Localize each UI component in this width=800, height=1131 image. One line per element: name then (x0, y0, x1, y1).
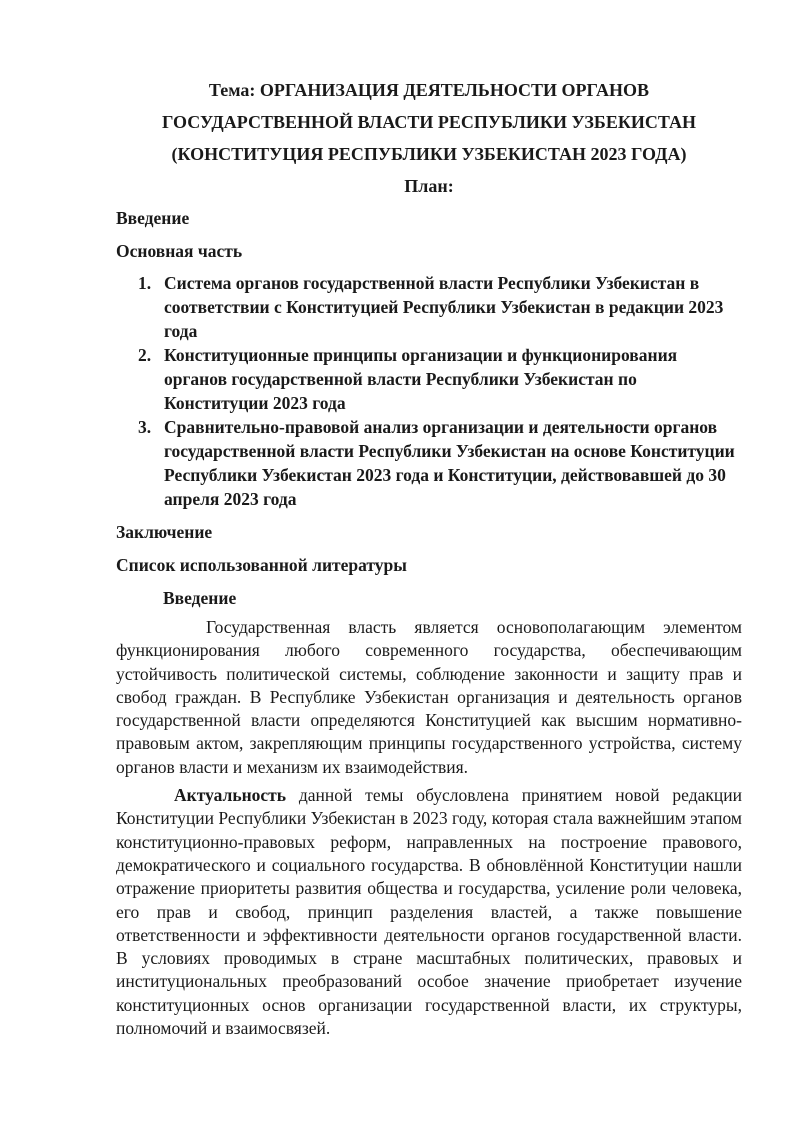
plan-list-item-text: Сравнительно-правовой анализ организации и деятельности органов государственной власти Республики Узбекистан на основе Конституции Республики Узбекистан 2023 года и Конституции, действовавшей до 30 апреля 2023 года (164, 417, 735, 509)
plan-list-item-number: 3. (138, 417, 152, 437)
plan-list-item (116, 415, 742, 511)
plan-list-item (116, 271, 742, 343)
document-title-line-3: (КОНСТИТУЦИЯ РЕСПУБЛИКИ УЗБЕКИСТАН 2023 ГОДА) (171, 144, 687, 164)
introduction-paragraph-2 (116, 784, 742, 1040)
plan-heading: План: (404, 176, 454, 196)
plan-list-item-text: Система органов государственной власти Республики Узбекистан в соответствии с Конституцией Республики Узбекистан в редакции 2023 года (164, 273, 724, 341)
relevance-text: данной темы обусловлена принятием новой редакции Конституции Республики Узбекистан в 2023 году, которая стала важнейшим этапом конституционно-правовых реформ, направленных на построение правового, демократического и социального государства. В обновлённой Конституции нашли отражение приоритеты развития общества и государства, усиление роли человека, его прав и свобод, принцип разделения властей, а также повышение ответственности и эффективности деятельности органов государственной власти. В условиях проводимых в стране масштабных политических, правовых и институциональных преобразований особое значение приобретает изучение конституционных основ организации государственной власти, их структуры, полномочий и взаимосвязей. (116, 785, 742, 1039)
plan-item-references: Список использованной литературы (116, 555, 407, 575)
document-title-line-1: Тема: ОРГАНИЗАЦИЯ ДЕЯТЕЛЬНОСТИ ОРГАНОВ (208, 80, 650, 100)
plan-list-item-text: Конституционные принципы организации и функционирования органов государственной власти Республики Узбекистан по Конституции 2023 года (164, 345, 678, 413)
relevance-term: Актуальность (174, 785, 287, 806)
plan-list-item-number: 2. (138, 345, 152, 365)
document-page (116, 70, 742, 1040)
plan-item-main-part: Основная часть (116, 241, 243, 261)
plan-item-introduction: Введение (116, 208, 190, 228)
introduction-heading: Введение (163, 588, 237, 608)
plan-item-conclusion: Заключение (116, 522, 213, 542)
plan-list-item (116, 343, 742, 415)
plan-list (116, 271, 742, 511)
document-title-line-2: ГОСУДАРСТВЕННОЙ ВЛАСТИ РЕСПУБЛИКИ УЗБЕКИСТАН (161, 112, 696, 132)
introduction-paragraph-1: Государственная власть является основополагающим элементом функционирования любого современного государства, обеспечивающим устойчивость политической системы, соблюдение законности и защиту прав и свобод граждан. В Республике Узбекистан организация и деятельность органов государственной власти определяются Конституцией как высшим нормативно-правовым актом, закрепляющим принципы государственного устройства, систему органов власти и механизм их взаимодействия. (116, 617, 742, 777)
plan-list-item-number: 1. (138, 273, 152, 293)
